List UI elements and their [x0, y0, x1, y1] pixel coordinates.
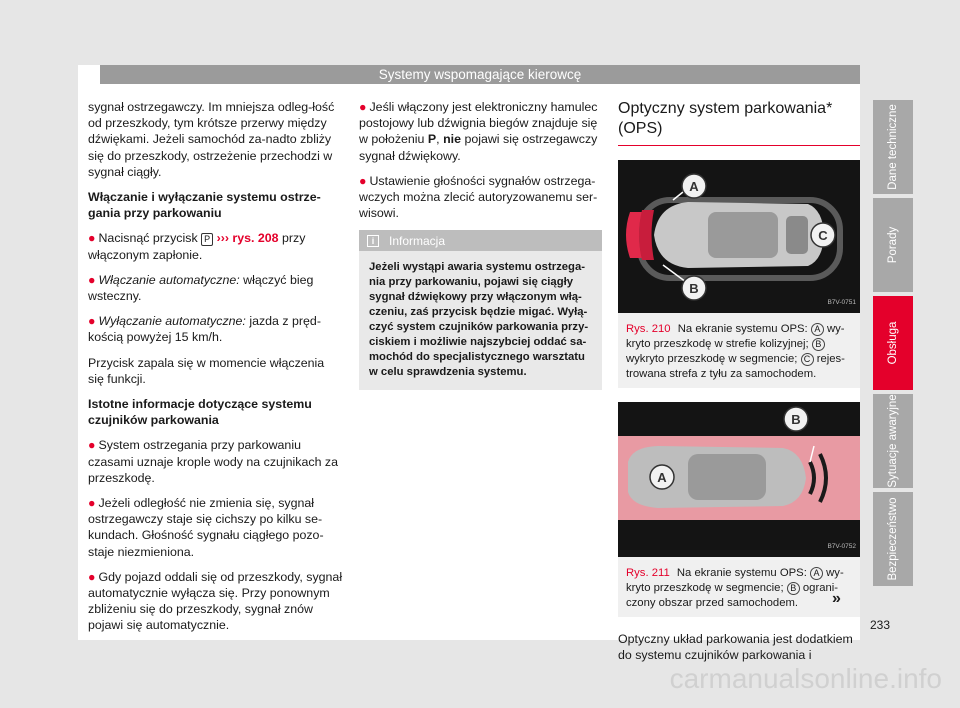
intro-paragraph: sygnał ostrzegawczy. Im mniejsza odleg-łość od przeszkody, tym krótsze przerwy między dźwiękami. Jeżeli samochód za-nadto zbliży się do przeszkody, ostrzeżenie przechodzi w sygnał ciągły.	[88, 100, 335, 179]
button-light-paragraph: Przycisk zapala się w momencie włączenia się funkcji.	[88, 355, 325, 386]
tab-porady[interactable]	[873, 198, 913, 292]
svg-text:A: A	[689, 179, 699, 194]
bullet-icon: ●	[359, 100, 367, 114]
svg-text:B: B	[791, 412, 801, 427]
ops-front-segment-image	[618, 402, 860, 557]
ops-top-view-image	[618, 160, 860, 313]
image-code: B7V-0752	[827, 542, 856, 550]
bullet-icon: ●	[88, 272, 96, 287]
svg-text:A: A	[657, 470, 667, 485]
tab-label: Bezpieczeństwo	[887, 497, 899, 581]
tab-sytuacje-awaryjne[interactable]	[873, 394, 913, 488]
caption-text: wy-kryto przeszkodę w strefie kolizyjnej;	[626, 323, 845, 350]
tab-label: Porady	[887, 226, 899, 264]
info-header	[359, 230, 602, 251]
tab-dane-techniczne[interactable]	[873, 100, 913, 194]
bullet-label: Wyłączanie automatyczne:	[98, 314, 246, 329]
figure-ref-link[interactable]: rys. 208	[232, 231, 279, 246]
section-title: Optyczny system parkowania* (OPS)	[618, 99, 860, 146]
bullet-distance	[88, 495, 343, 560]
svg-text:B: B	[689, 281, 699, 296]
bullet-text: Gdy pojazd oddali się od przeszkody, sygnał automatycznie wyłącza się. Przy ponownym zbliżeniu się do przeszkody, sygnał znów pojawi się automatycznie.	[88, 569, 343, 633]
tab-obsluga[interactable]	[873, 296, 913, 390]
bullet-text: System ostrzegania przy parkowaniu czasami uznaje krople wody na czujnikach za przeszkodę.	[88, 438, 339, 485]
svg-text:C: C	[818, 228, 828, 243]
figure-number: Rys. 211	[626, 567, 670, 579]
gear-p: P	[427, 132, 437, 147]
caption-text: ograni-czony obszar przed samochodem.	[626, 582, 839, 609]
bullet-icon: ●	[88, 314, 96, 329]
bullet-text: Ustawienie głośności sygnałów ostrzega-wczych można zlecić autoryzowanemu ser-wisowi.	[359, 173, 598, 221]
bullet-text: jazda z pręd-kością powyżej 15 km/h.	[88, 314, 321, 345]
bullet-label: Włączanie automatyczne:	[98, 272, 240, 287]
info-body: Jeżeli wystąpi awaria systemu ostrzega-nia przy parkowaniu, pojawi się ciągły sygnał dźwiękowy przy włączonym włą-czeniu, zaś przycisk będzie migać. Wyłą-czyć system czujników parkowania przy-ciskiem i możliwie najszybciej oddać sa-mochód do specjalistycznego warsztatu w celu sprawdzenia systemu.	[369, 261, 589, 379]
marker-c: C	[801, 353, 814, 366]
ref-arrow: ›››	[216, 231, 229, 246]
side-tabs	[873, 100, 913, 590]
marker-a: A	[811, 323, 824, 336]
bullet-icon: ●	[88, 569, 96, 584]
bullet-text: włączyć bieg wsteczny.	[88, 272, 314, 304]
watermark: carmanualsonline.info	[669, 663, 942, 694]
caption-text: Na ekranie systemu OPS:	[676, 567, 807, 579]
info-icon: i	[367, 235, 379, 247]
marker-b: B	[812, 338, 825, 351]
bullet-water-drops	[88, 437, 343, 486]
bullet-auto-on	[88, 272, 343, 304]
bold-nie: nie	[443, 132, 461, 147]
column-1	[88, 99, 343, 643]
marker-b: B	[787, 582, 800, 595]
bullet-text: Jeżeli odległość nie zmienia się, sygnał ostrzegawczy staje się cichszy po kilku se-kundach. Głośność sygnału ciągłego pozo-staje niezmieniona.	[88, 496, 324, 559]
bullet-parking-brake	[359, 99, 602, 164]
caption-text: rejes-trowana strefa z tyłu za samochodem.	[626, 353, 845, 380]
bullet-text: Jeśli włączony jest elektroniczny hamulec postojowy lub dźwignia biegów znajduje się w położeniu	[359, 100, 598, 147]
caption-text: wy-kryto przeszkodę w segmencie;	[626, 567, 844, 594]
bullet-volume	[359, 173, 602, 222]
caption-text: Na ekranie systemu OPS:	[677, 323, 808, 335]
bullet-move-away	[88, 569, 343, 634]
bullet-text: pojawi się ostrzegawczy sygnał dźwiękowy.	[359, 132, 598, 163]
bullet-press-button	[88, 230, 343, 262]
caption-text: wykryto przeszkodę w segmencie;	[626, 353, 798, 365]
subheading-enable: Włączanie i wyłączanie systemu ostrze-gania przy parkowaniu	[88, 190, 321, 221]
figure-number: Rys. 210	[626, 323, 671, 335]
tab-label: Sytuacje awaryjne	[887, 394, 899, 488]
tab-label: Obsługa	[887, 321, 899, 365]
bullet-icon: ●	[88, 438, 96, 453]
info-box	[359, 230, 602, 390]
parking-button-icon: P	[201, 233, 213, 246]
page-number: 233	[870, 618, 891, 632]
bullet-text: Nacisnąć przycisk	[98, 231, 198, 246]
tab-label: Dane techniczne	[887, 104, 899, 190]
info-title: Informacja	[389, 233, 446, 248]
tab-bezpieczenstwo[interactable]	[873, 492, 913, 586]
image-code: B7V-0751	[827, 298, 856, 306]
column-3	[618, 99, 860, 672]
figure-caption	[618, 313, 860, 382]
marker-a: A	[810, 567, 823, 580]
continued-arrow-icon: »	[832, 590, 841, 607]
bullet-text: ,	[436, 132, 440, 147]
figure-211	[618, 402, 860, 617]
page-header: Systemy wspomagające kierowcę	[100, 65, 860, 84]
figure-210	[618, 160, 860, 388]
outro-paragraph: Optyczny układ parkowania jest dodatkiem do systemu czujników parkowania i	[618, 632, 853, 663]
column-2	[359, 99, 602, 390]
bullet-icon: ●	[359, 173, 367, 188]
bullet-auto-off	[88, 313, 343, 345]
figure-caption	[618, 557, 860, 611]
subheading-important: Istotne informacje dotyczące systemu czujników parkowania	[88, 397, 312, 428]
bullet-icon: ●	[88, 231, 96, 246]
bullet-icon: ●	[88, 496, 96, 511]
bullet-text: przy włączonym zapłonie.	[88, 231, 306, 262]
